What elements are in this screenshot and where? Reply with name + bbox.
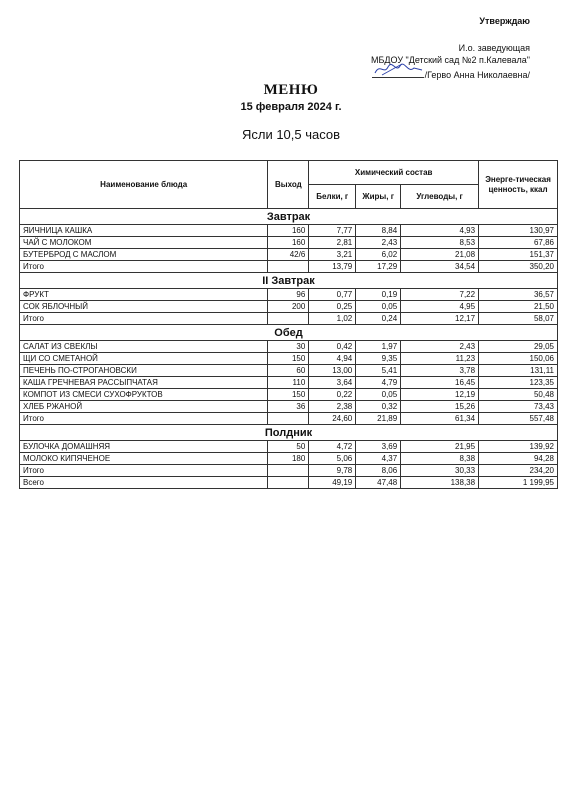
table-row [20, 353, 558, 365]
total-protein: 24,60 [309, 413, 356, 425]
dish-protein: 4,94 [309, 353, 356, 365]
dish-protein: 7,77 [309, 225, 356, 237]
dish-energy: 73,43 [479, 401, 558, 413]
dish-yield: 180 [268, 453, 309, 465]
table-row [20, 441, 558, 453]
table-row [20, 237, 558, 249]
table-row [20, 389, 558, 401]
grand-total-yield [268, 477, 309, 489]
dish-protein: 0,42 [309, 341, 356, 353]
total-fat: 8,06 [356, 465, 401, 477]
dish-yield: 110 [268, 377, 309, 389]
total-yield [268, 313, 309, 325]
grand-total-label: Всего [20, 477, 268, 489]
section-header [20, 273, 558, 289]
header-fat: Жиры, г [356, 185, 401, 209]
dish-name: САЛАТ ИЗ СВЕКЛЫ [20, 341, 268, 353]
table-row [20, 401, 558, 413]
header-energy: Энерге-тическая ценность, ккал [479, 161, 558, 209]
total-label: Итого [20, 465, 268, 477]
dish-carb: 12,19 [401, 389, 479, 401]
header-dish-name: Наименование блюда [20, 161, 268, 209]
header-protein: Белки, г [309, 185, 356, 209]
section-header [20, 325, 558, 341]
dish-carb: 11,23 [401, 353, 479, 365]
dish-fat: 9,35 [356, 353, 401, 365]
dish-protein: 4,72 [309, 441, 356, 453]
dish-carb: 7,22 [401, 289, 479, 301]
dish-name: ЧАЙ С МОЛОКОМ [20, 237, 268, 249]
dish-name: КОМПОТ ИЗ СМЕСИ СУХОФРУКТОВ [20, 389, 268, 401]
dish-protein: 0,22 [309, 389, 356, 401]
total-yield [268, 261, 309, 273]
header-yield: Выход [268, 161, 309, 209]
dish-carb: 4,95 [401, 301, 479, 313]
dish-carb: 3,78 [401, 365, 479, 377]
header-carb: Углеводы, г [401, 185, 479, 209]
total-row [20, 313, 558, 325]
dish-yield: 150 [268, 389, 309, 401]
total-protein: 13,79 [309, 261, 356, 273]
total-label: Итого [20, 261, 268, 273]
grand-total-row [20, 477, 558, 489]
table-row [20, 289, 558, 301]
section-header [20, 425, 558, 441]
dish-fat: 4,37 [356, 453, 401, 465]
dish-name: ПЕЧЕНЬ ПО-СТРОГАНОВСКИ [20, 365, 268, 377]
dish-fat: 4,79 [356, 377, 401, 389]
total-row [20, 261, 558, 273]
header-chem: Химический состав [309, 161, 479, 185]
dish-protein: 2,81 [309, 237, 356, 249]
dish-protein: 2,38 [309, 401, 356, 413]
approval-org: МБДОУ "Детский сад №2 п.Калевала" [371, 55, 530, 65]
menu-table [19, 160, 558, 489]
menu-table-body [20, 209, 558, 489]
table-row [20, 377, 558, 389]
dish-yield: 30 [268, 341, 309, 353]
dish-protein: 0,25 [309, 301, 356, 313]
dish-energy: 130,97 [479, 225, 558, 237]
dish-yield: 50 [268, 441, 309, 453]
total-label: Итого [20, 313, 268, 325]
total-row [20, 465, 558, 477]
group-name: Ясли 10,5 часов [241, 127, 341, 142]
dish-carb: 8,53 [401, 237, 479, 249]
dish-yield: 60 [268, 365, 309, 377]
dish-name: ЩИ СО СМЕТАНОЙ [20, 353, 268, 365]
dish-carb: 21,95 [401, 441, 479, 453]
dish-fat: 0,32 [356, 401, 401, 413]
total-yield [268, 465, 309, 477]
dish-yield: 150 [268, 353, 309, 365]
dish-name: МОЛОКО КИПЯЧЕНОЕ [20, 453, 268, 465]
total-carb: 61,34 [401, 413, 479, 425]
dish-carb: 16,45 [401, 377, 479, 389]
dish-energy: 151,37 [479, 249, 558, 261]
dish-name: ЯИЧНИЦА КАШКА [20, 225, 268, 237]
dish-protein: 3,64 [309, 377, 356, 389]
total-energy: 58,07 [479, 313, 558, 325]
dish-protein: 13,00 [309, 365, 356, 377]
total-fat: 17,29 [356, 261, 401, 273]
section-title: II Завтрак [20, 273, 558, 289]
dish-name: КАША ГРЕЧНЕВАЯ РАССЫПЧАТАЯ [20, 377, 268, 389]
dish-energy: 123,35 [479, 377, 558, 389]
dish-fat: 5,41 [356, 365, 401, 377]
table-row [20, 301, 558, 313]
dish-yield: 36 [268, 401, 309, 413]
page-title: МЕНЮ [263, 82, 319, 98]
dish-name: ФРУКТ [20, 289, 268, 301]
dish-fat: 1,97 [356, 341, 401, 353]
total-label: Итого [20, 413, 268, 425]
total-carb: 34,54 [401, 261, 479, 273]
dish-fat: 6,02 [356, 249, 401, 261]
dish-carb: 21,08 [401, 249, 479, 261]
signature-graphic [372, 67, 424, 78]
dish-yield: 200 [268, 301, 309, 313]
grand-total-protein: 49,19 [309, 477, 356, 489]
section-title: Завтрак [20, 209, 558, 225]
table-row [20, 249, 558, 261]
dish-name: СОК ЯБЛОЧНЫЙ [20, 301, 268, 313]
dish-name: ХЛЕБ РЖАНОЙ [20, 401, 268, 413]
dish-fat: 8,84 [356, 225, 401, 237]
dish-protein: 3,21 [309, 249, 356, 261]
dish-energy: 131,11 [479, 365, 558, 377]
dish-name: БУТЕРБРОД С МАСЛОМ [20, 249, 268, 261]
dish-fat: 3,69 [356, 441, 401, 453]
total-protein: 9,78 [309, 465, 356, 477]
grand-total-fat: 47,48 [356, 477, 401, 489]
dish-name: БУЛОЧКА ДОМАШНЯЯ [20, 441, 268, 453]
grand-total-energy: 1 199,95 [479, 477, 558, 489]
section-title: Обед [20, 325, 558, 341]
approval-signer: /Гервo Анна Николаевна/ [424, 69, 530, 80]
dish-fat: 0,19 [356, 289, 401, 301]
dish-energy: 21,50 [479, 301, 558, 313]
dish-energy: 50,48 [479, 389, 558, 401]
dish-carb: 8,38 [401, 453, 479, 465]
table-row [20, 453, 558, 465]
dish-carb: 15,26 [401, 401, 479, 413]
total-fat: 21,89 [356, 413, 401, 425]
total-energy: 557,48 [479, 413, 558, 425]
approval-signature-line [371, 67, 530, 82]
dish-fat: 0,05 [356, 301, 401, 313]
total-energy: 234,20 [479, 465, 558, 477]
menu-date: 15 февраля 2024 г. [240, 101, 342, 113]
dish-energy: 139,92 [479, 441, 558, 453]
dish-protein: 5,06 [309, 453, 356, 465]
dish-fat: 0,05 [356, 389, 401, 401]
total-carb: 30,33 [401, 465, 479, 477]
total-row [20, 413, 558, 425]
total-carb: 12,17 [401, 313, 479, 325]
dish-energy: 94,28 [479, 453, 558, 465]
dish-yield: 96 [268, 289, 309, 301]
dish-yield: 160 [268, 237, 309, 249]
total-energy: 350,20 [479, 261, 558, 273]
table-row [20, 341, 558, 353]
dish-yield: 42/6 [268, 249, 309, 261]
dish-yield: 160 [268, 225, 309, 237]
table-row [20, 365, 558, 377]
dish-energy: 150,06 [479, 353, 558, 365]
dish-energy: 36,57 [479, 289, 558, 301]
dish-fat: 2,43 [356, 237, 401, 249]
total-fat: 0,24 [356, 313, 401, 325]
table-row [20, 225, 558, 237]
approval-position: И.о. заведующая [458, 42, 530, 53]
section-header [20, 209, 558, 225]
dish-carb: 4,93 [401, 225, 479, 237]
approval-title: Утверждаю [479, 16, 530, 26]
dish-energy: 29,05 [479, 341, 558, 353]
dish-energy: 67,86 [479, 237, 558, 249]
total-protein: 1,02 [309, 313, 356, 325]
dish-protein: 0,77 [309, 289, 356, 301]
section-title: Полдник [20, 425, 558, 441]
grand-total-carb: 138,38 [401, 477, 479, 489]
total-yield [268, 413, 309, 425]
dish-carb: 2,43 [401, 341, 479, 353]
approval-block [371, 15, 530, 81]
document-header [0, 82, 582, 142]
